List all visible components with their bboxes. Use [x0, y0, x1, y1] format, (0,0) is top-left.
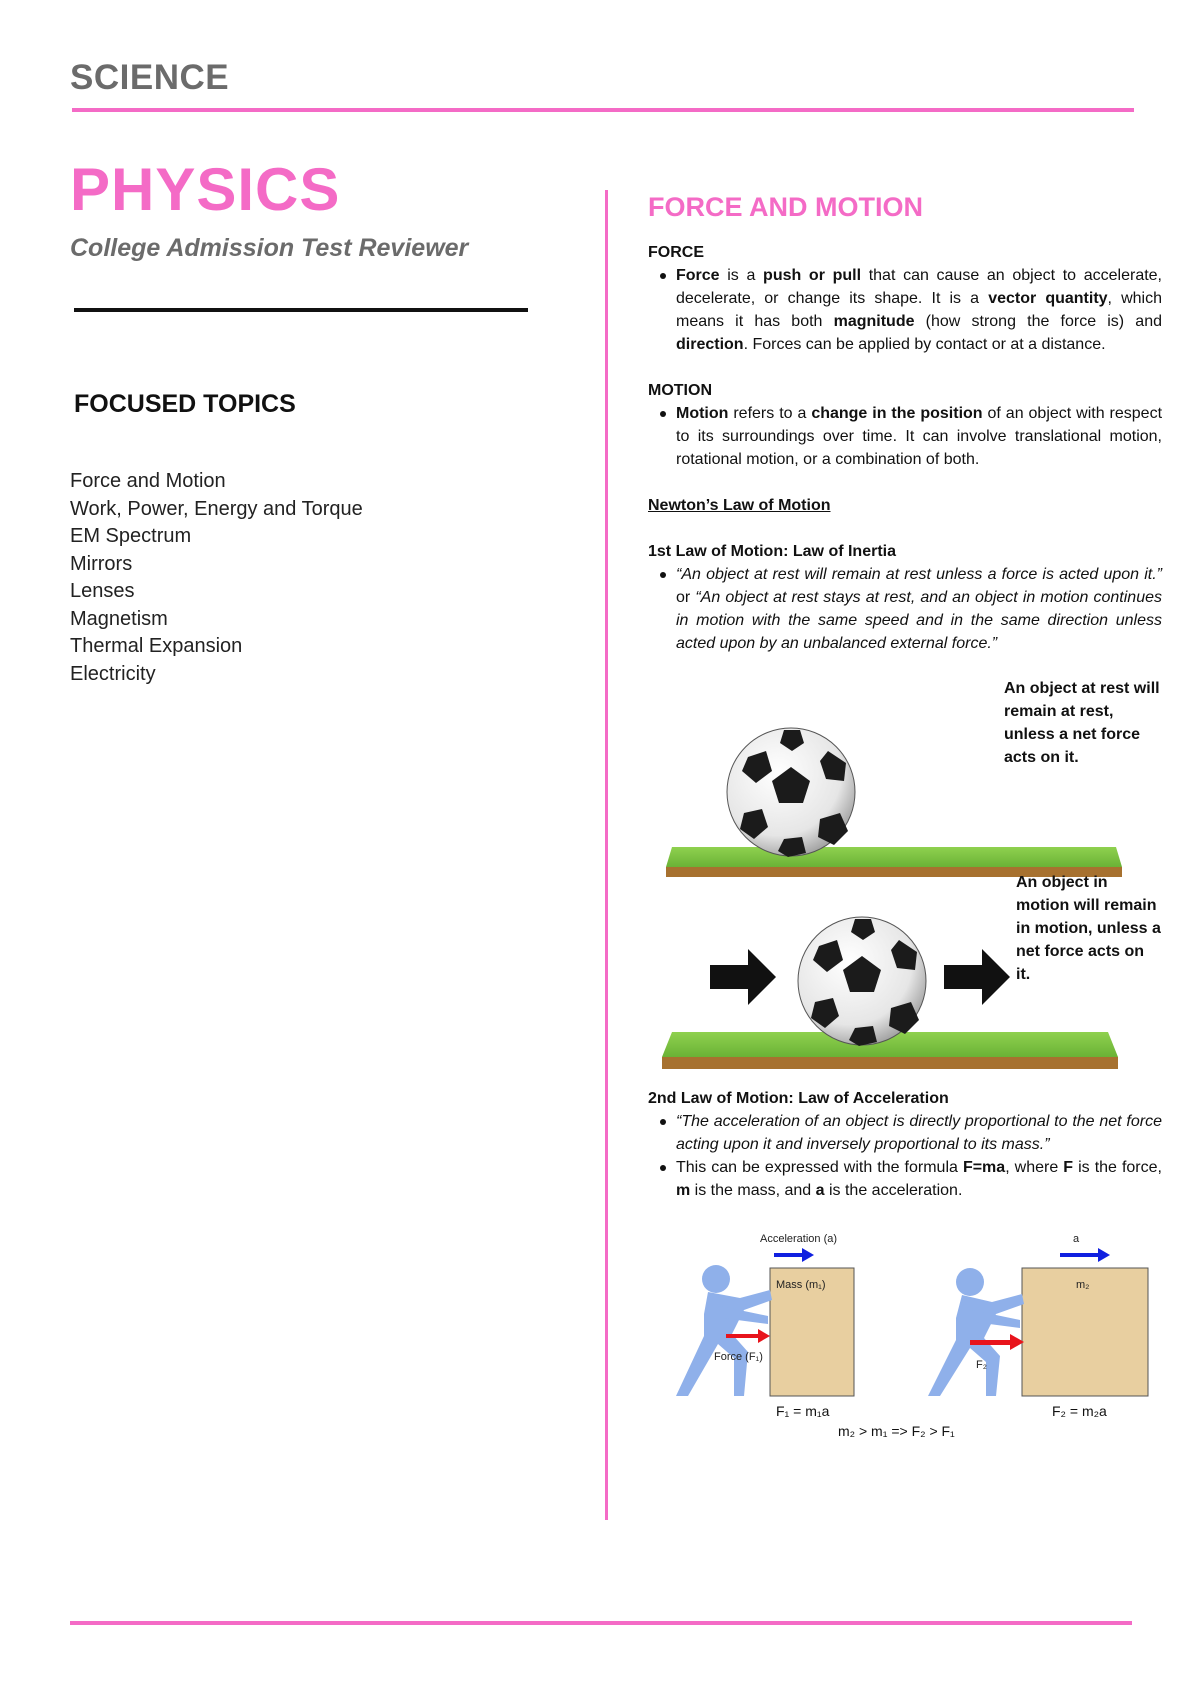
- right-column: [648, 190, 1162, 1444]
- topic-item: EM Spectrum: [70, 525, 192, 547]
- acceleration-label: Acceleration (a): [760, 1233, 838, 1245]
- column-divider: [605, 190, 608, 1520]
- force-heading: FORCE: [648, 244, 704, 261]
- law1-heading: 1st Law of Motion: Law of Inertia: [648, 543, 896, 560]
- newton-heading: Newton’s Law of Motion: [648, 497, 831, 514]
- equation-1: F₁ = m₁a: [776, 1403, 830, 1419]
- law1-list: [648, 563, 1162, 655]
- motion-list: [648, 402, 1162, 471]
- acceleration-figure: [648, 1224, 1162, 1444]
- topic-item: Work, Power, Energy and Torque: [70, 497, 363, 520]
- rest-caption: An object at rest will remain at rest, unless a net force acts on it.: [1004, 680, 1160, 766]
- topic-item: Force and Motion: [70, 470, 226, 492]
- law2-statement: “The acceleration of an object is directly proportional to the net force acting upon it and inversely proportional to its mass.”: [676, 1110, 1162, 1156]
- mass2-label: m₂: [1076, 1279, 1090, 1291]
- force-definition: Force is a push or pull that can cause an object to accelerate, decelerate, or change its shape. It is a vector quantity, which means it has both magnitude (how strong the force is) and direction. Forces can be applied by contact or at a distance.: [676, 264, 1162, 356]
- law1-statement: “An object at rest will remain at rest unless a force is acted upon it.” or “An object at rest stays at rest, and an object in motion continues in motion with the same speed and in the same direction unless acted upon by an unbalanced external force.”: [676, 563, 1162, 655]
- accel-arrow-2: [1060, 1248, 1110, 1262]
- topics-list: [70, 468, 363, 688]
- page-subtitle: College Admission Test Reviewer: [70, 234, 469, 262]
- inertia-figure: [648, 667, 1162, 1087]
- left-column: [70, 156, 540, 685]
- topic-item: Lenses: [70, 580, 135, 602]
- section-title: FORCE AND MOTION: [648, 192, 923, 222]
- a-label: a: [1073, 1233, 1080, 1245]
- motion-definition: Motion refers to a change in the position of an object with respect to its surroundings over time. It can involve translational motion, rotational motion, or a combination of both.: [676, 402, 1162, 471]
- title-underline: [74, 308, 528, 312]
- page-title: PHYSICS: [70, 156, 341, 223]
- comparison-equation: m₂ > m₁ => F₂ > F₁: [838, 1423, 955, 1439]
- soccer-ball-in-motion: [798, 917, 926, 1046]
- topic-item: Mirrors: [70, 552, 133, 575]
- motion-heading: MOTION: [648, 382, 712, 399]
- motion-caption: An object in motion will remain in motion, unless a net force acts on it.: [1016, 874, 1161, 983]
- law2-list: [648, 1110, 1162, 1202]
- mass1-label: Mass (m₁): [776, 1279, 826, 1291]
- equation-2: F₂ = m₂a: [1052, 1403, 1107, 1419]
- motion-arrow-right: [944, 949, 1010, 1005]
- focused-topics-heading: FOCUSED TOPICS: [74, 390, 296, 418]
- bottom-divider: [70, 1621, 1132, 1625]
- topic-item: Electricity: [70, 662, 156, 685]
- topic-item: Thermal Expansion: [70, 635, 243, 657]
- law2-heading: 2nd Law of Motion: Law of Acceleration: [648, 1090, 949, 1107]
- force-list: [648, 264, 1162, 356]
- topic-item: Magnetism: [70, 607, 168, 630]
- force1-label: Force (F₁): [714, 1351, 763, 1363]
- force2-label: F₂: [976, 1359, 987, 1371]
- header-title: SCIENCE: [70, 58, 230, 97]
- soccer-ball-at-rest: [727, 728, 855, 857]
- person-pushing-1: [676, 1265, 772, 1396]
- top-divider: [72, 108, 1134, 112]
- law2-formula-text: This can be expressed with the formula F=ma, where F is the force, m is the mass, and a is the acceleration.: [676, 1156, 1162, 1202]
- motion-arrow-left: [710, 949, 776, 1005]
